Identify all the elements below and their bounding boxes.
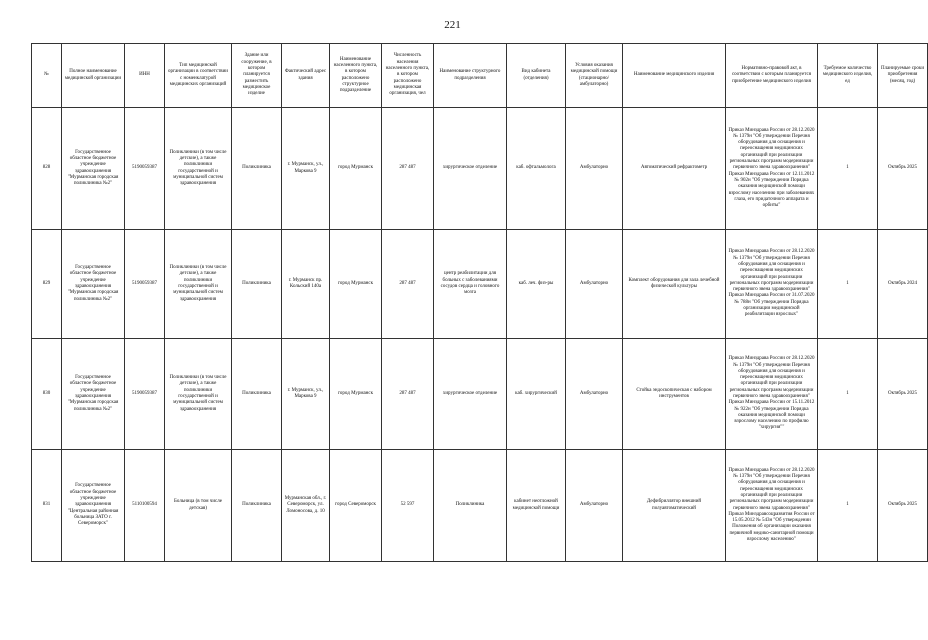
unit: центр реабилитации для больных с заболеваниями сосудов сердца и головного мозга [434,230,507,339]
row-number: 830 [32,339,62,450]
conditions: Амбулаторно [566,450,623,562]
header-cell: Требуемое количество медицинского изделия, ед [818,44,878,108]
unit: хирургическое отделение [434,339,507,450]
row-number: 828 [32,108,62,230]
conditions: Амбулаторно [566,108,623,230]
address: г. Мурманск пр. Кольский 140а [282,230,330,339]
organization-type: Больница (в том числе детская) [165,450,232,562]
conditions: Амбулаторно [566,230,623,339]
locality: город Мурманск [330,339,382,450]
building: Поликлиника [232,339,282,450]
header-cell: Наименование структурного подразделения [434,44,507,108]
header-cell: Планируемые сроки приобретения (месяц, год) [878,44,928,108]
header-cell: № [32,44,62,108]
header-row [32,44,928,108]
organization-type: Поликлиники (в том числе детские), а также поликлиники государственной и муниципальной систем здравоохранения [165,108,232,230]
room: каб. офтальмолога [507,108,566,230]
population: 287 487 [382,230,434,339]
organization-name: Государственное областное бюджетное учреждение здравоохранения "Мурманская городская поликлиника №2" [62,339,125,450]
legal-act: Приказ Минздрава России от 28.12.2020 № 1379н "Об утверждении Перечня оборудования для оснащения и переоснащения медицинских организаций при реализации региональных программ модернизации первичного звена здравоохранения" Приказ Минздрава России от 31.07.2020 № 788н "Об утверждении Порядка организации медицинской реабилитации взрослых" [726,230,818,339]
table-row [32,450,928,562]
planned-date: Октябрь 2025 [878,339,928,450]
inn: 5110100594 [125,450,165,562]
legal-act: Приказ Минздрава России от 28.12.2020 № 1379н "Об утверждении Перечня оборудования для оснащения и переоснащения медицинских организаций при реализации региональных программ модернизации первичного звена здравоохранения" Приказ Минздрава России от 12.11.2012 № 902н "Об утверждении Порядка оказания медицинской помощи взрослому населению при заболеваниях глаза, его придаточного аппарата и орбиты" [726,108,818,230]
room: каб. хирургический [507,339,566,450]
header-cell: Численность населения населенного пункта, в котором расположено медицинская организация, чел [382,44,434,108]
locality: город Североморск [330,450,382,562]
header-cell: Здание или сооружение, в котором планируется разместить медицинское изделие [232,44,282,108]
organization-type: Поликлиники (в том числе детские), а также поликлиники государственной и муниципальной систем здравоохранения [165,230,232,339]
population: 287 487 [382,339,434,450]
address: г. Мурманск, ул., Маркова 9 [282,108,330,230]
organization-name: Государственное областное бюджетное учреждение здравоохранения "Мурманская городская поликлиника №2" [62,108,125,230]
header-cell: ИНН [125,44,165,108]
quantity: 1 [818,108,878,230]
quantity: 1 [818,230,878,339]
header-cell: Фактический адрес здания [282,44,330,108]
population: 52 597 [382,450,434,562]
header-cell: Условия оказания медицинской помощи (стационарно/амбулаторно) [566,44,623,108]
header-cell: Тип медицинской организации в соответствии с номенклатурой медицинских организаций [165,44,232,108]
address: Мурманская обл., г. Североморск, ул. Ломоносова, д. 10 [282,450,330,562]
conditions: Амбулаторно [566,339,623,450]
address: г. Мурманск, ул., Маркова 9 [282,339,330,450]
unit: хирургическое отделение [434,108,507,230]
inn: 5190059387 [125,339,165,450]
quantity: 1 [818,450,878,562]
planned-date: Октябрь 2024 [878,230,928,339]
device: Дефибриллятор внешний полуавтоматический [623,450,726,562]
inn: 5190059387 [125,230,165,339]
locality: город Мурманск [330,108,382,230]
header-cell: Вид кабинета (отделения) [507,44,566,108]
table-row [32,339,928,450]
header-cell: Нормативно-правовой акт, в соответствии с которым планируется приобретение медицинского изделия [726,44,818,108]
header-cell: Наименование медицинского изделия [623,44,726,108]
header-cell: Наименование населенного пункта, в котором расположено структурное подразделение [330,44,382,108]
organization-name: Государственное областное бюджетное учреждение здравоохранения "Центральная районная больница ЗАТО г. Североморск" [62,450,125,562]
organization-type: Поликлиники (в том числе детские), а также поликлиники государственной и муниципальной систем здравоохранения [165,339,232,450]
locality: город Мурманск [330,230,382,339]
header-cell: Полное наименование медицинской организации [62,44,125,108]
device: Комплект оборудования для зала лечебной физической культуры [623,230,726,339]
row-number: 829 [32,230,62,339]
legal-act: Приказ Минздрава России от 28.12.2020 № 1379н "Об утверждении Перечня оборудования для оснащения и переоснащения медицинских организаций при реализации региональных программ модернизации первичного звена здравоохранения" Приказ Минздрава России от 15.11.2012 № 922н "Об утверждении Порядка оказания медицинской помощи взрослому населению по профилю "хирургия"" [726,339,818,450]
building: Поликлиника [232,108,282,230]
page-number: 221 [444,19,461,31]
population: 287 487 [382,108,434,230]
equipment-table [31,43,928,562]
building: Поликлиника [232,450,282,562]
quantity: 1 [818,339,878,450]
row-number: 831 [32,450,62,562]
planned-date: Октябрь 2025 [878,108,928,230]
planned-date: Октябрь 2025 [878,450,928,562]
room: каб. леч. физ-ры [507,230,566,339]
inn: 5190059387 [125,108,165,230]
building: Поликлиника [232,230,282,339]
organization-name: Государственное областное бюджетное учреждение здравоохранения "Мурманская городская поликлиника №2" [62,230,125,339]
device: Стойка эндоскопическая с набором инструментов [623,339,726,450]
unit: Поликлиника [434,450,507,562]
table-row [32,108,928,230]
legal-act: Приказ Минздрава России от 28.12.2020 № 1379н "Об утверждении Перечня оборудования для оснащения и переоснащения медицинских организаций при реализации региональных программ модернизации первичного звена здравоохранения" Приказ Минздравсоцразвития России от 15.05.2012 № 543н "Об утверждении Положения об организации оказания первичной медико-санитарной помощи взрослому населению" [726,450,818,562]
table-row [32,230,928,339]
device: Автоматический рефрактометр [623,108,726,230]
room: кабинет неотложной медицинской помощи [507,450,566,562]
